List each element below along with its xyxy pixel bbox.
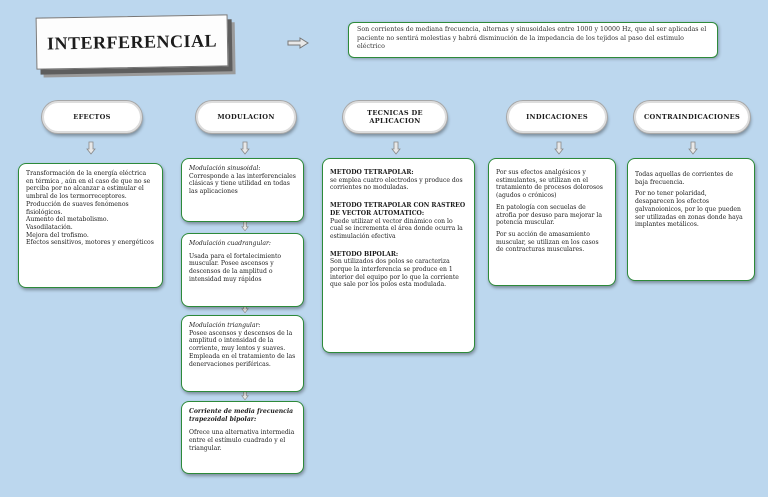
down-arrow-icon [688, 141, 698, 155]
main-title: INTERFERENCIAL [46, 30, 218, 53]
modulacion-trapezoidal-title: Corriente de media frecuencia trapezoidal bipolar: [189, 408, 294, 423]
tetrapolar-title: METODO TETRAPOLAR: [330, 169, 414, 176]
header-tecnicas: TECNICAS DE APLICACION [343, 101, 447, 133]
modulacion-sinusoidal-card [181, 158, 304, 222]
efectos-card: Transformación de la energía eléctrica en térmica , aún en el caso de que no se perciba por no alcanzar a estimular el umbral de los termorreceptores. Producción de suaves fenómenos fisiológicos. Aumento del metabolismo. Vasodilatación. Mejora del trofismo. Efectos sensitivos, motores y energéticos [18, 163, 163, 288]
modulacion-sinusoidal-title: Modulación sinusoidal: [189, 165, 261, 172]
tetrapolar-rastreo-title: METODO TETRAPOLAR CON RASTREO DE VECTOR AUTOMATICO: [330, 202, 466, 217]
header-indicaciones: INDICACIONES [507, 101, 607, 133]
down-arrow-icon [86, 141, 96, 155]
modulacion-sinusoidal-text: Corresponde a las interferenciales clásicas y tiene utilidad en todas las aplicaciones [189, 172, 296, 196]
header-modulacion: MODULACION [196, 101, 296, 133]
down-arrow-icon [554, 141, 564, 155]
indicaciones-p2: En patología con secuelas de atrofia por desuso para mejorar la potencia muscular. [496, 203, 602, 227]
contraindicaciones-p2: Por no tener polaridad, desaparecen los efectos galvanoionicos, por lo que pueden ser utilizadas en zonas donde haya implantes metálicos. [635, 190, 743, 229]
contraindicaciones-card [627, 158, 755, 281]
right-arrow-icon [287, 37, 309, 49]
indicaciones-card [488, 158, 616, 286]
modulacion-trapezoidal-card [181, 401, 304, 474]
indicaciones-p1: Por sus efectos analgésicos y estimulantes, se utilizan en el tratamiento de procesos dolorosos (agudos o crónicos) [496, 169, 603, 200]
modulacion-trapezoidal-text: Ofrece una alternativa intermedia entre el estímulo cuadrado y el triangular. [189, 429, 295, 452]
tetrapolar-text: se emplea cuatro electrodos y produce dos corrientes no moduladas. [330, 176, 463, 192]
bipolar-title: METODO BIPOLAR: [330, 250, 399, 258]
tecnicas-card [322, 158, 475, 353]
header-contraindicaciones: CONTRAINDICACIONES [634, 101, 750, 133]
down-arrow-icon [240, 141, 250, 155]
bipolar-text: Son utilizados dos polos se caracteriza porque la interferencia se produce en 1 interior del equipo por lo que la corriente que sale por los polos esta modulada. [330, 258, 459, 289]
modulacion-triangular-card [181, 315, 304, 392]
indicaciones-p3: Por su acción de amasamiento muscular, se utilizan en los casos de contracturas musculares. [496, 230, 599, 254]
modulacion-triangular-text: Posee ascensos y descensos de la amplitud o intensidad de la corriente, muy lentos y suaves. Empleada en el tratamiento de las denervaciones periféricas. [189, 329, 296, 368]
modulacion-cuadrangular-card [181, 233, 304, 307]
contraindicaciones-p1: Todas aquellas de corrientes de baja frecuencia. [635, 171, 733, 186]
header-efectos: EFECTOS [42, 101, 142, 133]
modulacion-triangular-title: Modulación triangular: [189, 322, 261, 329]
title-box [36, 14, 229, 69]
tetrapolar-rastreo-text: Puede utilizar el vector dinámico con lo cual se incrementa el área donde ocurra la estimulación efectiva [330, 217, 463, 240]
modulacion-cuadrangular-text: Usada para el fortalecimiento muscular. Posee ascensos y descensos de la amplitud o intensidad muy rápidos [189, 252, 282, 283]
description-box: Son corrientes de mediana frecuencia, alternas y sinusoidales entre 1000 y 10000 Hz, que al ser aplicadas el paciente no sentirá molestias y habrá disminución de la impedancia de los tejidos al paso del estimulo eléctrico [348, 22, 718, 58]
down-arrow-icon [391, 141, 401, 155]
modulacion-cuadrangular-title: Modulación cuadrangular: [189, 240, 271, 247]
